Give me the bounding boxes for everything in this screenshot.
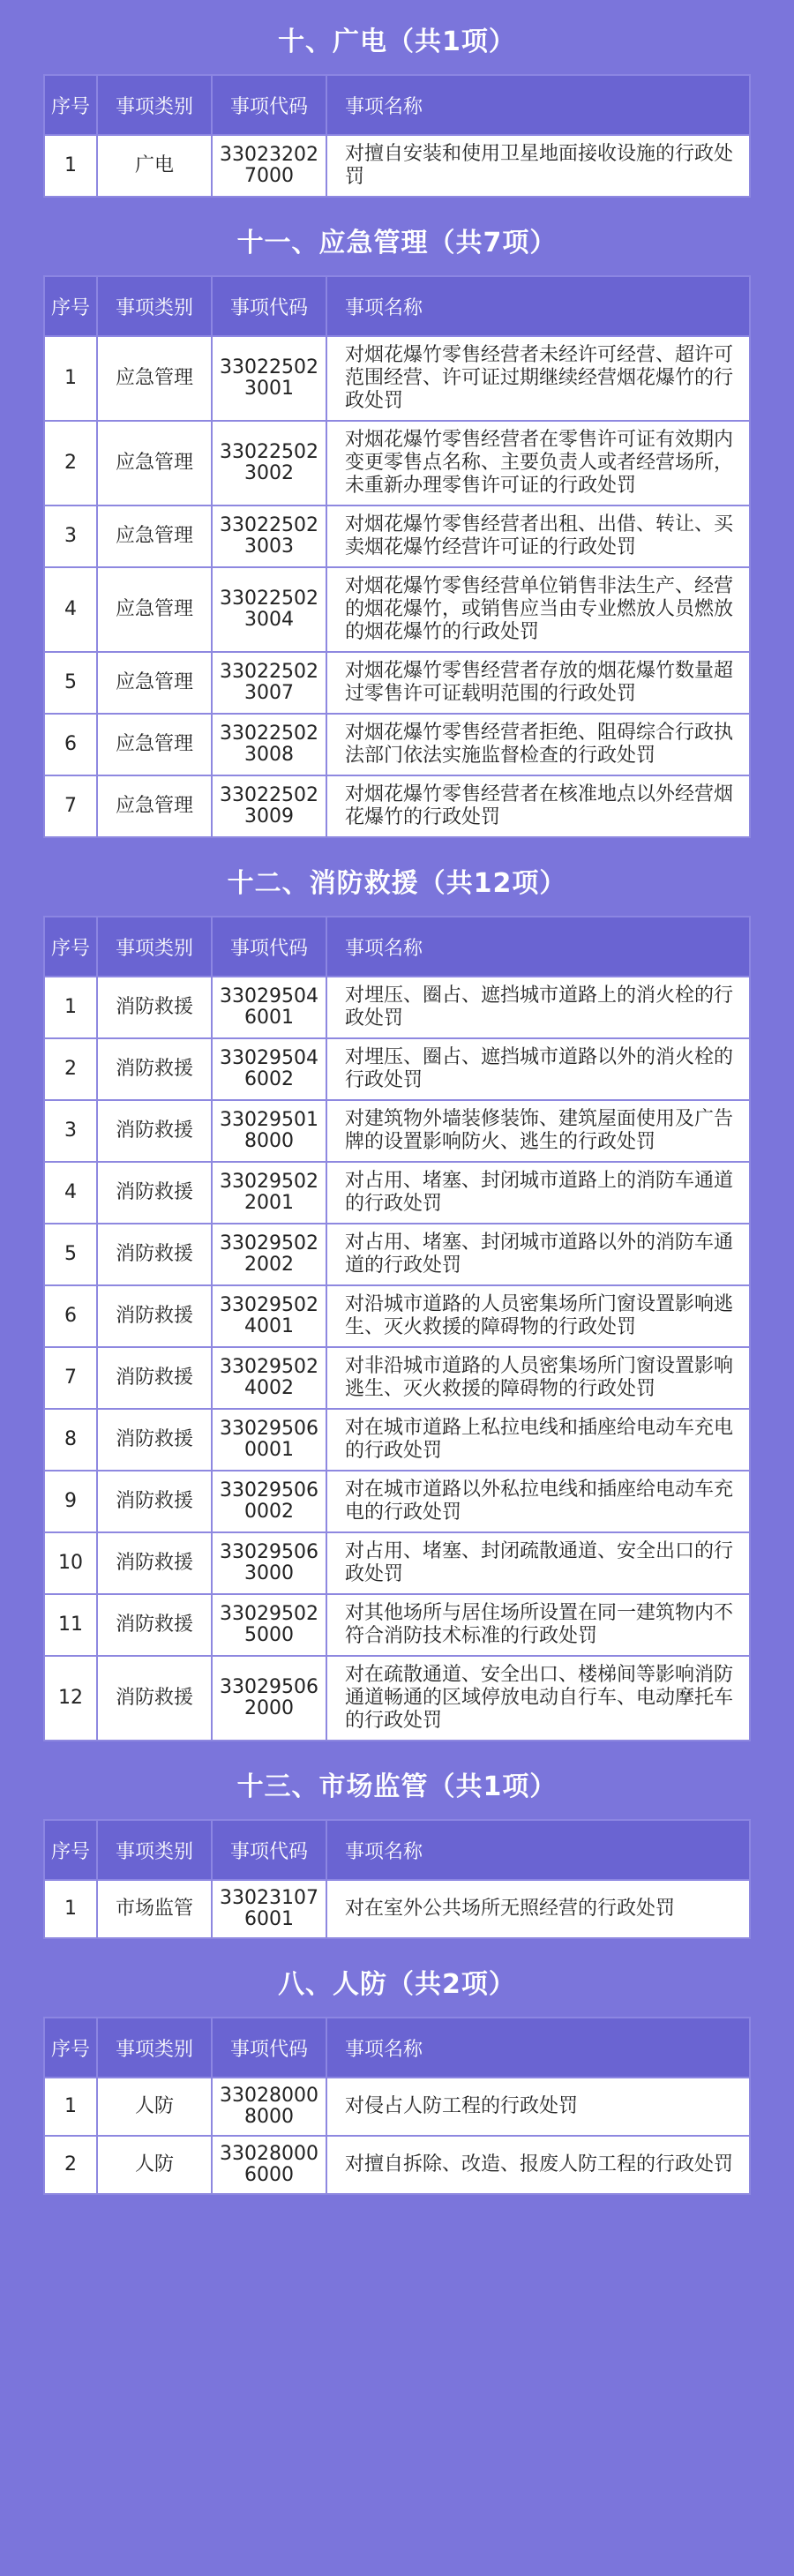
cell-code: 33029506 2000: [212, 1656, 326, 1741]
cell-index: 2: [44, 2136, 97, 2194]
cell-name: 对埋压、圈占、遮挡城市道路以外的消火栓的行政处罚: [326, 1038, 750, 1100]
cell-index: 6: [44, 1285, 97, 1347]
cell-category: 消防救援: [97, 1347, 212, 1409]
cell-name: 对擅自拆除、改造、报废人防工程的行政处罚: [326, 2136, 750, 2194]
table-row: [44, 1880, 750, 1938]
cell-name: 对在城市道路以外私拉电线和插座给电动车充电的行政处罚: [326, 1471, 750, 1532]
header-category: 事项类别: [97, 2018, 212, 2078]
cell-code: 33023107 6001: [212, 1880, 326, 1938]
cell-name: 对烟花爆竹零售经营者在核准地点以外经营烟花爆竹的行政处罚: [326, 775, 750, 837]
section-title: 十二、消防救援（共12项）: [227, 868, 567, 899]
cell-code: 33029502 4001: [212, 1285, 326, 1347]
table-row: [44, 1409, 750, 1471]
table-row: [44, 1471, 750, 1532]
cell-category: 消防救援: [97, 1285, 212, 1347]
cell-code: 33022502 3001: [212, 336, 326, 421]
cell-name: 对擅自安装和使用卫星地面接收设施的行政处罚: [326, 135, 750, 197]
table-row: [44, 567, 750, 652]
header-name: 事项名称: [326, 75, 750, 135]
table-row: [44, 1532, 750, 1594]
table-row: [44, 652, 750, 714]
section: [0, 11, 794, 198]
cell-name: 对非沿城市道路的人员密集场所门窗设置影响逃生、灭火救援的障碍物的行政处罚: [326, 1347, 750, 1409]
header-code: 事项代码: [212, 2018, 326, 2078]
cell-code: 33029506 3000: [212, 1532, 326, 1594]
cell-category: 人防: [97, 2136, 212, 2194]
cell-code: 33022502 3009: [212, 775, 326, 837]
cell-category: 消防救援: [97, 977, 212, 1038]
cell-index: 1: [44, 135, 97, 197]
header-category: 事项类别: [97, 75, 212, 135]
header-index: 序号: [44, 2018, 97, 2078]
cell-name: 对在疏散通道、安全出口、楼梯间等影响消防通道畅通的区域停放电动自行车、电动摩托车的行政处罚: [326, 1656, 750, 1741]
cell-index: 1: [44, 977, 97, 1038]
cell-name: 对占用、堵塞、封闭疏散通道、安全出口的行政处罚: [326, 1532, 750, 1594]
cell-category: 消防救援: [97, 1162, 212, 1224]
header-index: 序号: [44, 75, 97, 135]
cell-category: 消防救援: [97, 1471, 212, 1532]
cell-name: 对侵占人防工程的行政处罚: [326, 2078, 750, 2136]
cell-code: 33028000 8000: [212, 2078, 326, 2136]
cell-name: 对沿城市道路的人员密集场所门窗设置影响逃生、灭火救援的障碍物的行政处罚: [326, 1285, 750, 1347]
cell-category: 应急管理: [97, 652, 212, 714]
cell-code: 33029504 6002: [212, 1038, 326, 1100]
cell-index: 1: [44, 2078, 97, 2136]
cell-index: 6: [44, 714, 97, 775]
cell-category: 消防救援: [97, 1038, 212, 1100]
table-header-row: [44, 276, 750, 336]
table-row: [44, 421, 750, 505]
header-category: 事项类别: [97, 917, 212, 977]
cell-category: 消防救援: [97, 1594, 212, 1656]
cell-name: 对占用、堵塞、封闭城市道路上的消防车通道的行政处罚: [326, 1162, 750, 1224]
cell-index: 4: [44, 1162, 97, 1224]
table-row: [44, 714, 750, 775]
cell-code: 33029501 8000: [212, 1100, 326, 1162]
cell-index: 3: [44, 505, 97, 567]
header-category: 事项类别: [97, 276, 212, 336]
cell-index: 1: [44, 1880, 97, 1938]
header-code: 事项代码: [212, 1820, 326, 1880]
table-header-row: [44, 75, 750, 135]
items-table: [43, 916, 751, 1741]
table-header-row: [44, 1820, 750, 1880]
cell-index: 2: [44, 421, 97, 505]
cell-category: 消防救援: [97, 1224, 212, 1285]
table-row: [44, 1285, 750, 1347]
cell-name: 对烟花爆竹零售经营单位销售非法生产、经营的烟花爆竹，或销售应当由专业燃放人员燃放的烟花爆竹的行政处罚: [326, 567, 750, 652]
cell-name: 对烟花爆竹零售经营者未经许可经营、超许可范围经营、许可证过期继续经营烟花爆竹的行政处罚: [326, 336, 750, 421]
cell-index: 5: [44, 652, 97, 714]
cell-index: 8: [44, 1409, 97, 1471]
header-name: 事项名称: [326, 1820, 750, 1880]
cell-name: 对烟花爆竹零售经营者出租、出借、转让、买卖烟花爆竹经营许可证的行政处罚: [326, 505, 750, 567]
cell-index: 7: [44, 775, 97, 837]
cell-code: 33029506 0001: [212, 1409, 326, 1471]
table-row: [44, 1656, 750, 1741]
cell-category: 消防救援: [97, 1409, 212, 1471]
cell-index: 10: [44, 1532, 97, 1594]
header-name: 事项名称: [326, 917, 750, 977]
sections-container: [0, 11, 794, 2195]
cell-code: 33028000 6000: [212, 2136, 326, 2194]
cell-index: 11: [44, 1594, 97, 1656]
header-name: 事项名称: [326, 276, 750, 336]
header-index: 序号: [44, 1820, 97, 1880]
header-name: 事项名称: [326, 2018, 750, 2078]
cell-code: 33022502 3008: [212, 714, 326, 775]
cell-name: 对埋压、圈占、遮挡城市道路上的消火栓的行政处罚: [326, 977, 750, 1038]
section-title: 十、广电（共1项）: [278, 26, 516, 57]
cell-index: 9: [44, 1471, 97, 1532]
items-table: [43, 1819, 751, 1939]
cell-category: 应急管理: [97, 775, 212, 837]
cell-code: 33023202 7000: [212, 135, 326, 197]
table-header-row: [44, 917, 750, 977]
table-row: [44, 135, 750, 197]
header-code: 事项代码: [212, 917, 326, 977]
header-index: 序号: [44, 276, 97, 336]
cell-name: 对在室外公共场所无照经营的行政处罚: [326, 1880, 750, 1938]
cell-name: 对烟花爆竹零售经营者存放的烟花爆竹数量超过零售许可证载明范围的行政处罚: [326, 652, 750, 714]
table-row: [44, 1100, 750, 1162]
header-code: 事项代码: [212, 75, 326, 135]
cell-code: 33029502 5000: [212, 1594, 326, 1656]
section-title: 十一、应急管理（共7项）: [236, 228, 558, 258]
cell-index: 12: [44, 1656, 97, 1741]
section-title: 十三、市场监管（共1项）: [236, 1771, 558, 1802]
table-row: [44, 2136, 750, 2194]
table-row: [44, 1224, 750, 1285]
cell-code: 33022502 3004: [212, 567, 326, 652]
table-row: [44, 336, 750, 421]
table-row: [44, 1162, 750, 1224]
cell-code: 33029502 2001: [212, 1162, 326, 1224]
cell-category: 人防: [97, 2078, 212, 2136]
cell-name: 对在城市道路上私拉电线和插座给电动车充电的行政处罚: [326, 1409, 750, 1471]
items-table: [43, 74, 751, 198]
cell-category: 应急管理: [97, 421, 212, 505]
cell-index: 4: [44, 567, 97, 652]
cell-category: 应急管理: [97, 567, 212, 652]
cell-category: 应急管理: [97, 714, 212, 775]
cell-category: 消防救援: [97, 1532, 212, 1594]
items-table: [43, 275, 751, 838]
table-row: [44, 1594, 750, 1656]
cell-category: 广电: [97, 135, 212, 197]
cell-category: 消防救援: [97, 1656, 212, 1741]
cell-category: 应急管理: [97, 336, 212, 421]
header-category: 事项类别: [97, 1820, 212, 1880]
header-index: 序号: [44, 917, 97, 977]
cell-code: 33029506 0002: [212, 1471, 326, 1532]
cell-code: 33029502 4002: [212, 1347, 326, 1409]
cell-code: 33022502 3003: [212, 505, 326, 567]
cell-code: 33022502 3007: [212, 652, 326, 714]
cell-category: 应急管理: [97, 505, 212, 567]
cell-code: 33022502 3002: [212, 421, 326, 505]
cell-index: 2: [44, 1038, 97, 1100]
cell-code: 33029502 2002: [212, 1224, 326, 1285]
table-row: [44, 1038, 750, 1100]
cell-name: 对建筑物外墙装修装饰、建筑屋面使用及广告牌的设置影响防火、逃生的行政处罚: [326, 1100, 750, 1162]
cell-index: 5: [44, 1224, 97, 1285]
cell-category: 消防救援: [97, 1100, 212, 1162]
table-row: [44, 977, 750, 1038]
section: [0, 1953, 794, 2195]
table-row: [44, 2078, 750, 2136]
table-row: [44, 775, 750, 837]
cell-code: 33029504 6001: [212, 977, 326, 1038]
table-header-row: [44, 2018, 750, 2078]
cell-index: 1: [44, 336, 97, 421]
cell-category: 市场监管: [97, 1880, 212, 1938]
cell-name: 对占用、堵塞、封闭城市道路以外的消防车通道的行政处罚: [326, 1224, 750, 1285]
cell-index: 7: [44, 1347, 97, 1409]
table-row: [44, 1347, 750, 1409]
table-row: [44, 505, 750, 567]
cell-name: 对烟花爆竹零售经营者在零售许可证有效期内变更零售点名称、主要负责人或者经营场所，未重新办理零售许可证的行政处罚: [326, 421, 750, 505]
section-title: 八、人防（共2项）: [278, 1969, 516, 2000]
header-code: 事项代码: [212, 276, 326, 336]
section: [0, 212, 794, 838]
cell-name: 对烟花爆竹零售经营者拒绝、阻碍综合行政执法部门依法实施监督检查的行政处罚: [326, 714, 750, 775]
cell-name: 对其他场所与居住场所设置在同一建筑物内不符合消防技术标准的行政处罚: [326, 1594, 750, 1656]
section: [0, 852, 794, 1741]
section: [0, 1756, 794, 1939]
items-table: [43, 2017, 751, 2195]
cell-index: 3: [44, 1100, 97, 1162]
